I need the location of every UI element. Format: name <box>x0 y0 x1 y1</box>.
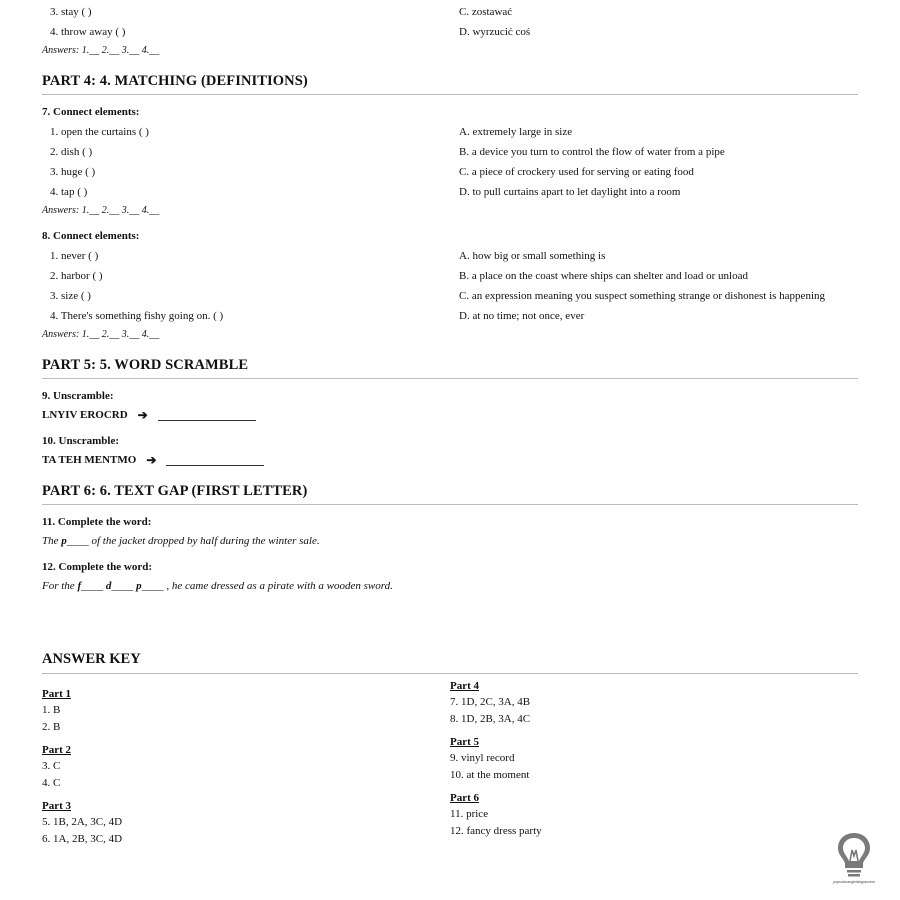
brand-logo <box>826 830 882 886</box>
gap-blank[interactable]: ____ <box>66 535 89 547</box>
pair-row <box>42 286 858 306</box>
sentence-text: For the <box>42 580 78 592</box>
pair-right: D. wyrzucić coś <box>459 26 531 38</box>
scramble-line <box>42 451 858 469</box>
arrow-icon: ➔ <box>137 407 148 422</box>
pair-right: C. a piece of crockery used for serving or eating food <box>459 166 694 178</box>
answer-key-right-column <box>450 672 858 848</box>
gap-sentence <box>42 532 858 550</box>
lightbulb-icon <box>826 830 882 886</box>
question-title: 10. Unscramble: <box>42 435 119 447</box>
pair-row <box>42 162 858 182</box>
scrambled-word: TA TEH MENTMO <box>42 454 137 466</box>
key-group-title: Part 4 <box>450 680 480 692</box>
pair-row <box>42 182 858 202</box>
answer-blank[interactable] <box>158 410 256 421</box>
key-item: 5. 1B, 2A, 3C, 4D <box>42 816 123 828</box>
pair-row <box>42 142 858 162</box>
q8-pairs <box>42 246 858 326</box>
key-group-title: Part 1 <box>42 688 72 700</box>
key-group-title: Part 3 <box>42 800 72 812</box>
scramble-line <box>42 406 858 424</box>
key-item: 1. B <box>42 704 61 716</box>
pair-right: B. a device you turn to control the flow of water from a pipe <box>459 146 725 158</box>
key-group-title: Part 2 <box>42 744 72 756</box>
pair-left: 1. open the curtains ( ) <box>50 126 149 138</box>
question-title: 11. Complete the word: <box>42 516 152 528</box>
arrow-icon: ➔ <box>146 452 157 467</box>
pair-right: A. extremely large in size <box>459 126 573 138</box>
key-item: 7. 1D, 2C, 3A, 4B <box>450 696 531 708</box>
part-title: PART 6: 6. TEXT GAP (FIRST LETTER) <box>42 483 858 505</box>
pair-left: 4. tap ( ) <box>50 186 88 198</box>
first-letter: p <box>61 535 67 547</box>
key-item: 4. C <box>42 777 61 789</box>
part-title: PART 5: 5. WORD SCRAMBLE <box>42 357 858 379</box>
pair-right: D. to pull curtains apart to let daylight into a room <box>459 186 681 198</box>
pair-left: 4. throw away ( ) <box>50 26 126 38</box>
sentence-text: of the jacket dropped by half during the winter sale. <box>88 535 320 547</box>
key-item: 6. 1A, 2B, 3C, 4D <box>42 833 123 845</box>
pair-right: A. how big or small something is <box>459 250 606 262</box>
pair-left: 1. never ( ) <box>50 250 99 262</box>
pair-right: B. a place on the coast where ships can shelter and load or unload <box>459 270 748 282</box>
first-letter: p <box>136 580 142 592</box>
pair-row <box>42 266 858 286</box>
part-title: PART 4: 4. MATCHING (DEFINITIONS) <box>42 73 858 95</box>
question-title: 7. Connect elements: <box>42 106 140 118</box>
pair-left: 3. size ( ) <box>50 290 91 302</box>
part3-pairs <box>42 2 858 42</box>
pair-row <box>42 2 858 22</box>
answers-line: Answers: 1.__ 2.__ 3.__ 4.__ <box>42 45 160 56</box>
key-group-title: Part 5 <box>450 736 480 748</box>
first-letter: f <box>77 580 82 592</box>
key-item: 10. at the moment <box>450 769 530 781</box>
answer-blank[interactable] <box>166 455 264 466</box>
pair-row <box>42 246 858 266</box>
answer-key-left-column <box>42 680 450 848</box>
worksheet-page <box>42 0 858 848</box>
sentence-text: The <box>42 535 62 547</box>
key-item: 9. vinyl record <box>450 752 515 764</box>
scrambled-word: LNYIV EROCRD <box>42 409 128 421</box>
pair-right: C. an expression meaning you suspect something strange or dishonest is happening <box>459 290 825 302</box>
key-item: 3. C <box>42 760 61 772</box>
question-title: 12. Complete the word: <box>42 561 152 573</box>
question-title: 9. Unscramble: <box>42 390 114 402</box>
key-item: 8. 1D, 2B, 3A, 4C <box>450 713 531 725</box>
answer-key-title: ANSWER KEY <box>42 651 858 674</box>
pair-right: D. at no time; not once, ever <box>459 310 585 322</box>
logo-caption: poprostuangielskigraczem <box>833 880 875 884</box>
pair-left: 4. There's something fishy going on. ( ) <box>50 310 224 322</box>
answers-line: Answers: 1.__ 2.__ 3.__ 4.__ <box>42 329 160 340</box>
pair-row <box>42 306 858 326</box>
gap-blank[interactable]: ____ <box>81 580 106 592</box>
sentence-text: , he came dressed as a pirate with a wooden sword. <box>163 580 393 592</box>
pair-right: C. zostawać <box>459 6 513 18</box>
pair-left: 3. stay ( ) <box>50 6 92 18</box>
answers-line: Answers: 1.__ 2.__ 3.__ 4.__ <box>42 205 160 216</box>
key-item: 12. fancy dress party <box>450 825 542 837</box>
answer-key-columns <box>42 680 858 848</box>
first-letter: d <box>105 580 112 592</box>
gap-blank[interactable]: ____ <box>111 580 137 592</box>
pair-row <box>42 22 858 42</box>
gap-blank[interactable]: ____ <box>141 580 164 592</box>
key-item: 11. price <box>450 808 489 820</box>
key-group-title: Part 6 <box>450 792 480 804</box>
q7-pairs <box>42 122 858 202</box>
question-title: 8. Connect elements: <box>42 230 140 242</box>
key-item: 2. B <box>42 721 61 733</box>
pair-left: 2. dish ( ) <box>50 146 93 158</box>
gap-sentence <box>42 577 858 595</box>
pair-left: 2. harbor ( ) <box>50 270 103 282</box>
pair-left: 3. huge ( ) <box>50 166 96 178</box>
pair-row <box>42 122 858 142</box>
